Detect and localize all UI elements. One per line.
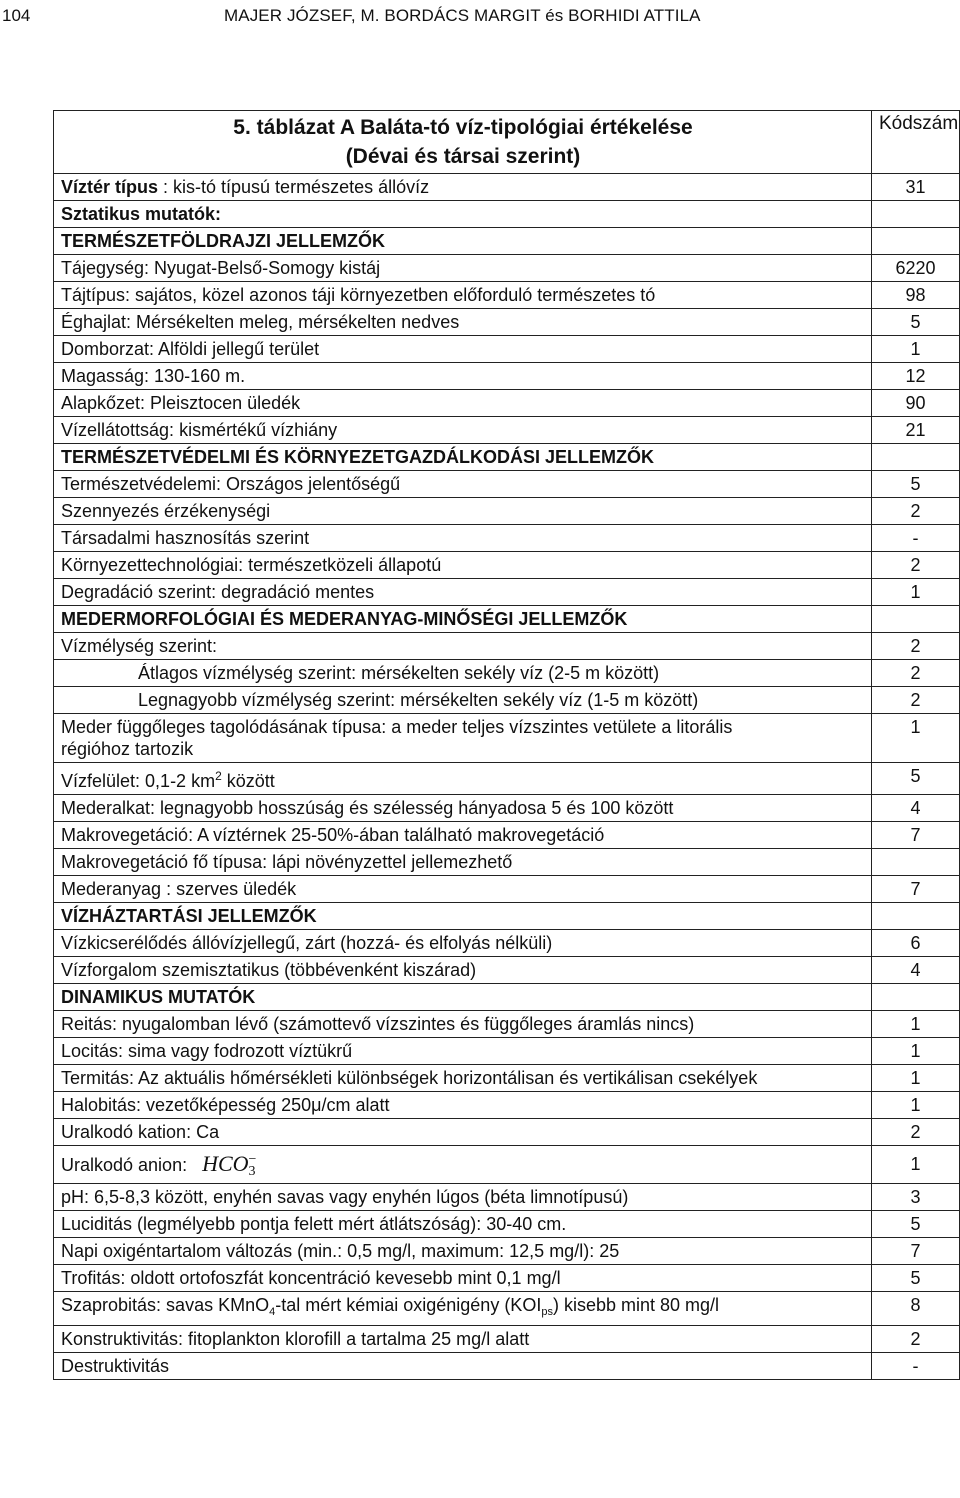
code-cell: 31	[872, 174, 960, 201]
rows-d	[54, 930, 960, 984]
anion-formula-subscript: 3	[248, 1164, 256, 1179]
table-title	[54, 111, 872, 174]
table-cell: Mederanyag : szerves üledék	[54, 876, 872, 903]
code-cell: 3	[872, 1184, 960, 1211]
code-cell: 1	[872, 579, 960, 606]
code-cell: 5	[872, 763, 960, 795]
table-row	[54, 1238, 960, 1265]
code-cell: 1	[872, 1092, 960, 1119]
table-row	[54, 1092, 960, 1119]
table-row	[54, 1211, 960, 1238]
table-cell: Napi oxigéntartalom változás (min.: 0,5 mg/l, maximum: 12,5 mg/l): 25	[54, 1238, 872, 1265]
section-heading-vizhaztartasi: VÍZHÁZTARTÁSI JELLEMZŐK	[54, 903, 872, 930]
table-cell: Szennyezés érzékenységi	[54, 498, 872, 525]
table-row	[54, 763, 960, 795]
code-cell	[872, 903, 960, 930]
code-cell: 7	[872, 876, 960, 903]
szaprobitas-subscript-2: ps	[541, 1306, 553, 1318]
table-row	[54, 1292, 960, 1326]
table-cell: Konstruktivitás: fitoplankton klorofill a tartalma 25 mg/l alatt	[54, 1326, 872, 1353]
szaprobitas-subscript-1: 4	[269, 1306, 276, 1318]
code-cell: 2	[872, 660, 960, 687]
page-number: 104	[2, 6, 31, 25]
section-heading-medermorfologiai: MEDERMORFOLÓGIAI ÉS MEDERANYAG-MINŐSÉGI JELLEMZŐK	[54, 606, 872, 633]
section-heading-dinamikus: DINAMIKUS MUTATÓK	[54, 984, 872, 1011]
table-cell: Degradáció szerint: degradáció mentes	[54, 579, 872, 606]
table-cell: Vízkicserélődés állóvízjellegű, zárt (hozzá- és elfolyás nélküli)	[54, 930, 872, 957]
code-cell: 2	[872, 552, 960, 579]
szaprobitas-text-1: Szaprobitás: savas KMnO	[61, 1295, 270, 1315]
table-row	[54, 687, 960, 714]
table-cell: Vízforgalom szemisztatikus (többévenként kiszárad)	[54, 957, 872, 984]
anion-formula-main: HCO	[202, 1151, 249, 1176]
code-cell	[872, 444, 960, 471]
table-row	[54, 1326, 960, 1353]
table-cell: pH: 6,5-8,3 között, enyhén savas vagy enyhén lúgos (béta limnotípusú)	[54, 1184, 872, 1211]
table-cell: Környezettechnológiai: természetközeli állapotú	[54, 552, 872, 579]
table-row	[54, 1265, 960, 1292]
table-cell: Tájegység: Nyugat-Belső-Somogy kistáj	[54, 255, 872, 282]
table-row	[54, 471, 960, 498]
table-row	[54, 336, 960, 363]
rows-f	[54, 1184, 960, 1292]
rows-a	[54, 255, 960, 444]
code-cell	[872, 849, 960, 876]
table-row	[54, 552, 960, 579]
table-cell	[54, 174, 872, 201]
section-row	[54, 984, 960, 1011]
code-cell: 1	[872, 336, 960, 363]
table-cell: Társadalmi hasznosítás szerint	[54, 525, 872, 552]
table-row	[54, 282, 960, 309]
table-cell: Vízmélység szerint:	[54, 633, 872, 660]
table-cell: Magasság: 130-160 m.	[54, 363, 872, 390]
table-title-line-1: 5. táblázat A Baláta-tó víz-tipológiai értékelése	[233, 116, 693, 139]
page-header	[0, 6, 960, 30]
code-cell: 2	[872, 1326, 960, 1353]
table-row	[54, 309, 960, 336]
table-row	[54, 201, 960, 228]
table-row	[54, 633, 960, 660]
rows-e	[54, 1011, 960, 1146]
anion-label: Uralkodó anion:	[61, 1155, 193, 1175]
table-row	[54, 930, 960, 957]
code-cell: 98	[872, 282, 960, 309]
code-cell	[872, 228, 960, 255]
table-cell: Természetvédelemi: Országos jelentőségű	[54, 471, 872, 498]
table-cell: Meder függőleges tagolódásának típusa: a meder teljes vízszintes vetülete a litorális régióhoz tartozik	[54, 714, 872, 763]
table-row	[54, 795, 960, 822]
table-row	[54, 417, 960, 444]
running-head: MAJER JÓZSEF, M. BORDÁCS MARGIT és BORHIDI ATTILA	[224, 6, 701, 25]
rows-g	[54, 1326, 960, 1380]
code-cell: 5	[872, 309, 960, 336]
code-cell: 21	[872, 417, 960, 444]
code-cell: 8	[872, 1292, 960, 1326]
table-row	[54, 660, 960, 687]
water-type-text: : kis-tó típusú természetes állóvíz	[158, 177, 430, 197]
table-cell: Vízellátottság: kismértékű vízhiány	[54, 417, 872, 444]
table-row	[54, 1353, 960, 1380]
rows-b	[54, 471, 960, 606]
table-row	[54, 1119, 960, 1146]
table-row	[54, 174, 960, 201]
section-row	[54, 903, 960, 930]
table-cell: Reitás: nyugalomban lévő (számottevő vízszintes és függőleges áramlás nincs)	[54, 1011, 872, 1038]
code-cell: 1	[872, 1065, 960, 1092]
code-cell: -	[872, 525, 960, 552]
code-cell: 6220	[872, 255, 960, 282]
table-row	[54, 1184, 960, 1211]
table-row	[54, 390, 960, 417]
code-cell: 1	[872, 714, 960, 763]
table-cell: Luciditás (legmélyebb pontja felett mért átlátszóság): 30-40 cm.	[54, 1211, 872, 1238]
table-cell: Halobitás: vezetőképesség 250μ/cm alatt	[54, 1092, 872, 1119]
table-cell: Uralkodó kation: Ca	[54, 1119, 872, 1146]
water-type-label: Víztér típus	[61, 177, 159, 197]
table-title-row	[54, 111, 960, 174]
code-cell: 2	[872, 633, 960, 660]
table-row	[54, 255, 960, 282]
rows-c	[54, 795, 960, 903]
code-cell: -	[872, 1353, 960, 1380]
section-row	[54, 228, 960, 255]
table-cell: Éghajlat: Mérsékelten meleg, mérsékelten nedves	[54, 309, 872, 336]
table-row	[54, 822, 960, 849]
code-cell: 2	[872, 687, 960, 714]
code-cell: 2	[872, 1119, 960, 1146]
table-cell: Makrovegetáció fő típusa: lápi növényzettel jellemezhető	[54, 849, 872, 876]
section-heading-termeszetfoldrajzi: TERMÉSZETFÖLDRAJZI JELLEMZŐK	[54, 228, 872, 255]
table-row	[54, 849, 960, 876]
code-cell: 1	[872, 1146, 960, 1184]
table-row	[54, 498, 960, 525]
code-cell: 90	[872, 390, 960, 417]
table-row	[54, 957, 960, 984]
code-cell: 1	[872, 1011, 960, 1038]
szaprobitas-text-2: -tal mért kémiai oxigénigény (KOI	[275, 1295, 542, 1315]
code-cell: 12	[872, 363, 960, 390]
table-row	[54, 714, 960, 763]
table-row	[54, 579, 960, 606]
szaprobitas-text-3: ) kisebb mint 80 mg/l	[552, 1295, 720, 1315]
anion-formula-charge: −	[248, 1152, 257, 1167]
code-cell: 5	[872, 1265, 960, 1292]
table-cell	[54, 763, 872, 795]
table-row	[54, 1038, 960, 1065]
table-row	[54, 1011, 960, 1038]
surface-text-after: között	[221, 771, 275, 791]
surface-superscript: 2	[215, 769, 222, 783]
table-row	[54, 363, 960, 390]
code-cell	[872, 201, 960, 228]
section-row	[54, 606, 960, 633]
table-row	[54, 1146, 960, 1184]
code-cell: 4	[872, 795, 960, 822]
table-cell: Tájtípus: sajátos, közel azonos táji környezetben előforduló természetes tó	[54, 282, 872, 309]
table-cell: Trofitás: oldott ortofoszfát koncentráció kevesebb mint 0,1 mg/l	[54, 1265, 872, 1292]
code-cell	[872, 984, 960, 1011]
code-cell: 4	[872, 957, 960, 984]
section-heading-termeszetvedelmi: TERMÉSZETVÉDELMI ÉS KÖRNYEZETGAZDÁLKODÁSI JELLEMZŐK	[54, 444, 872, 471]
table-cell: Legnagyobb vízmélység szerint: mérsékelten sekély víz (1-5 m között)	[54, 687, 872, 714]
table-cell: Destruktivitás	[54, 1353, 872, 1380]
table-cell	[54, 1146, 872, 1184]
anion-formula	[202, 1151, 258, 1179]
static-indicators-heading: Sztatikus mutatók:	[54, 201, 872, 228]
table-row	[54, 1065, 960, 1092]
code-cell: 7	[872, 1238, 960, 1265]
table-cell: Termitás: Az aktuális hőmérsékleti különbségek horizontálisan és vertikálisan csekélyek	[54, 1065, 872, 1092]
table-cell: Mederalkat: legnagyobb hosszúság és szélesség hányadosa 5 és 100 között	[54, 795, 872, 822]
table-cell: Domborzat: Alföldi jellegű terület	[54, 336, 872, 363]
table-row	[54, 876, 960, 903]
table-cell: Makrovegetáció: A víztérnek 25-50%-ában található makrovegetáció	[54, 822, 872, 849]
table-cell: Locitás: sima vagy fodrozott víztükrű	[54, 1038, 872, 1065]
code-cell: 5	[872, 1211, 960, 1238]
code-column-header: Kódszám	[872, 111, 960, 174]
code-cell: 5	[872, 471, 960, 498]
code-cell: 6	[872, 930, 960, 957]
surface-text-before: Vízfelület: 0,1-2 km	[61, 771, 216, 791]
water-typology-table	[53, 110, 960, 1380]
section-row	[54, 444, 960, 471]
code-cell: 1	[872, 1038, 960, 1065]
table-cell: Átlagos vízmélység szerint: mérsékelten sekély víz (2-5 m között)	[54, 660, 872, 687]
code-cell	[872, 606, 960, 633]
table-cell: Alapkőzet: Pleisztocen üledék	[54, 390, 872, 417]
table-row	[54, 525, 960, 552]
code-cell: 7	[872, 822, 960, 849]
table-cell	[54, 1292, 872, 1326]
table-title-line-2: (Dévai és társai szerint)	[345, 145, 581, 168]
code-cell: 2	[872, 498, 960, 525]
